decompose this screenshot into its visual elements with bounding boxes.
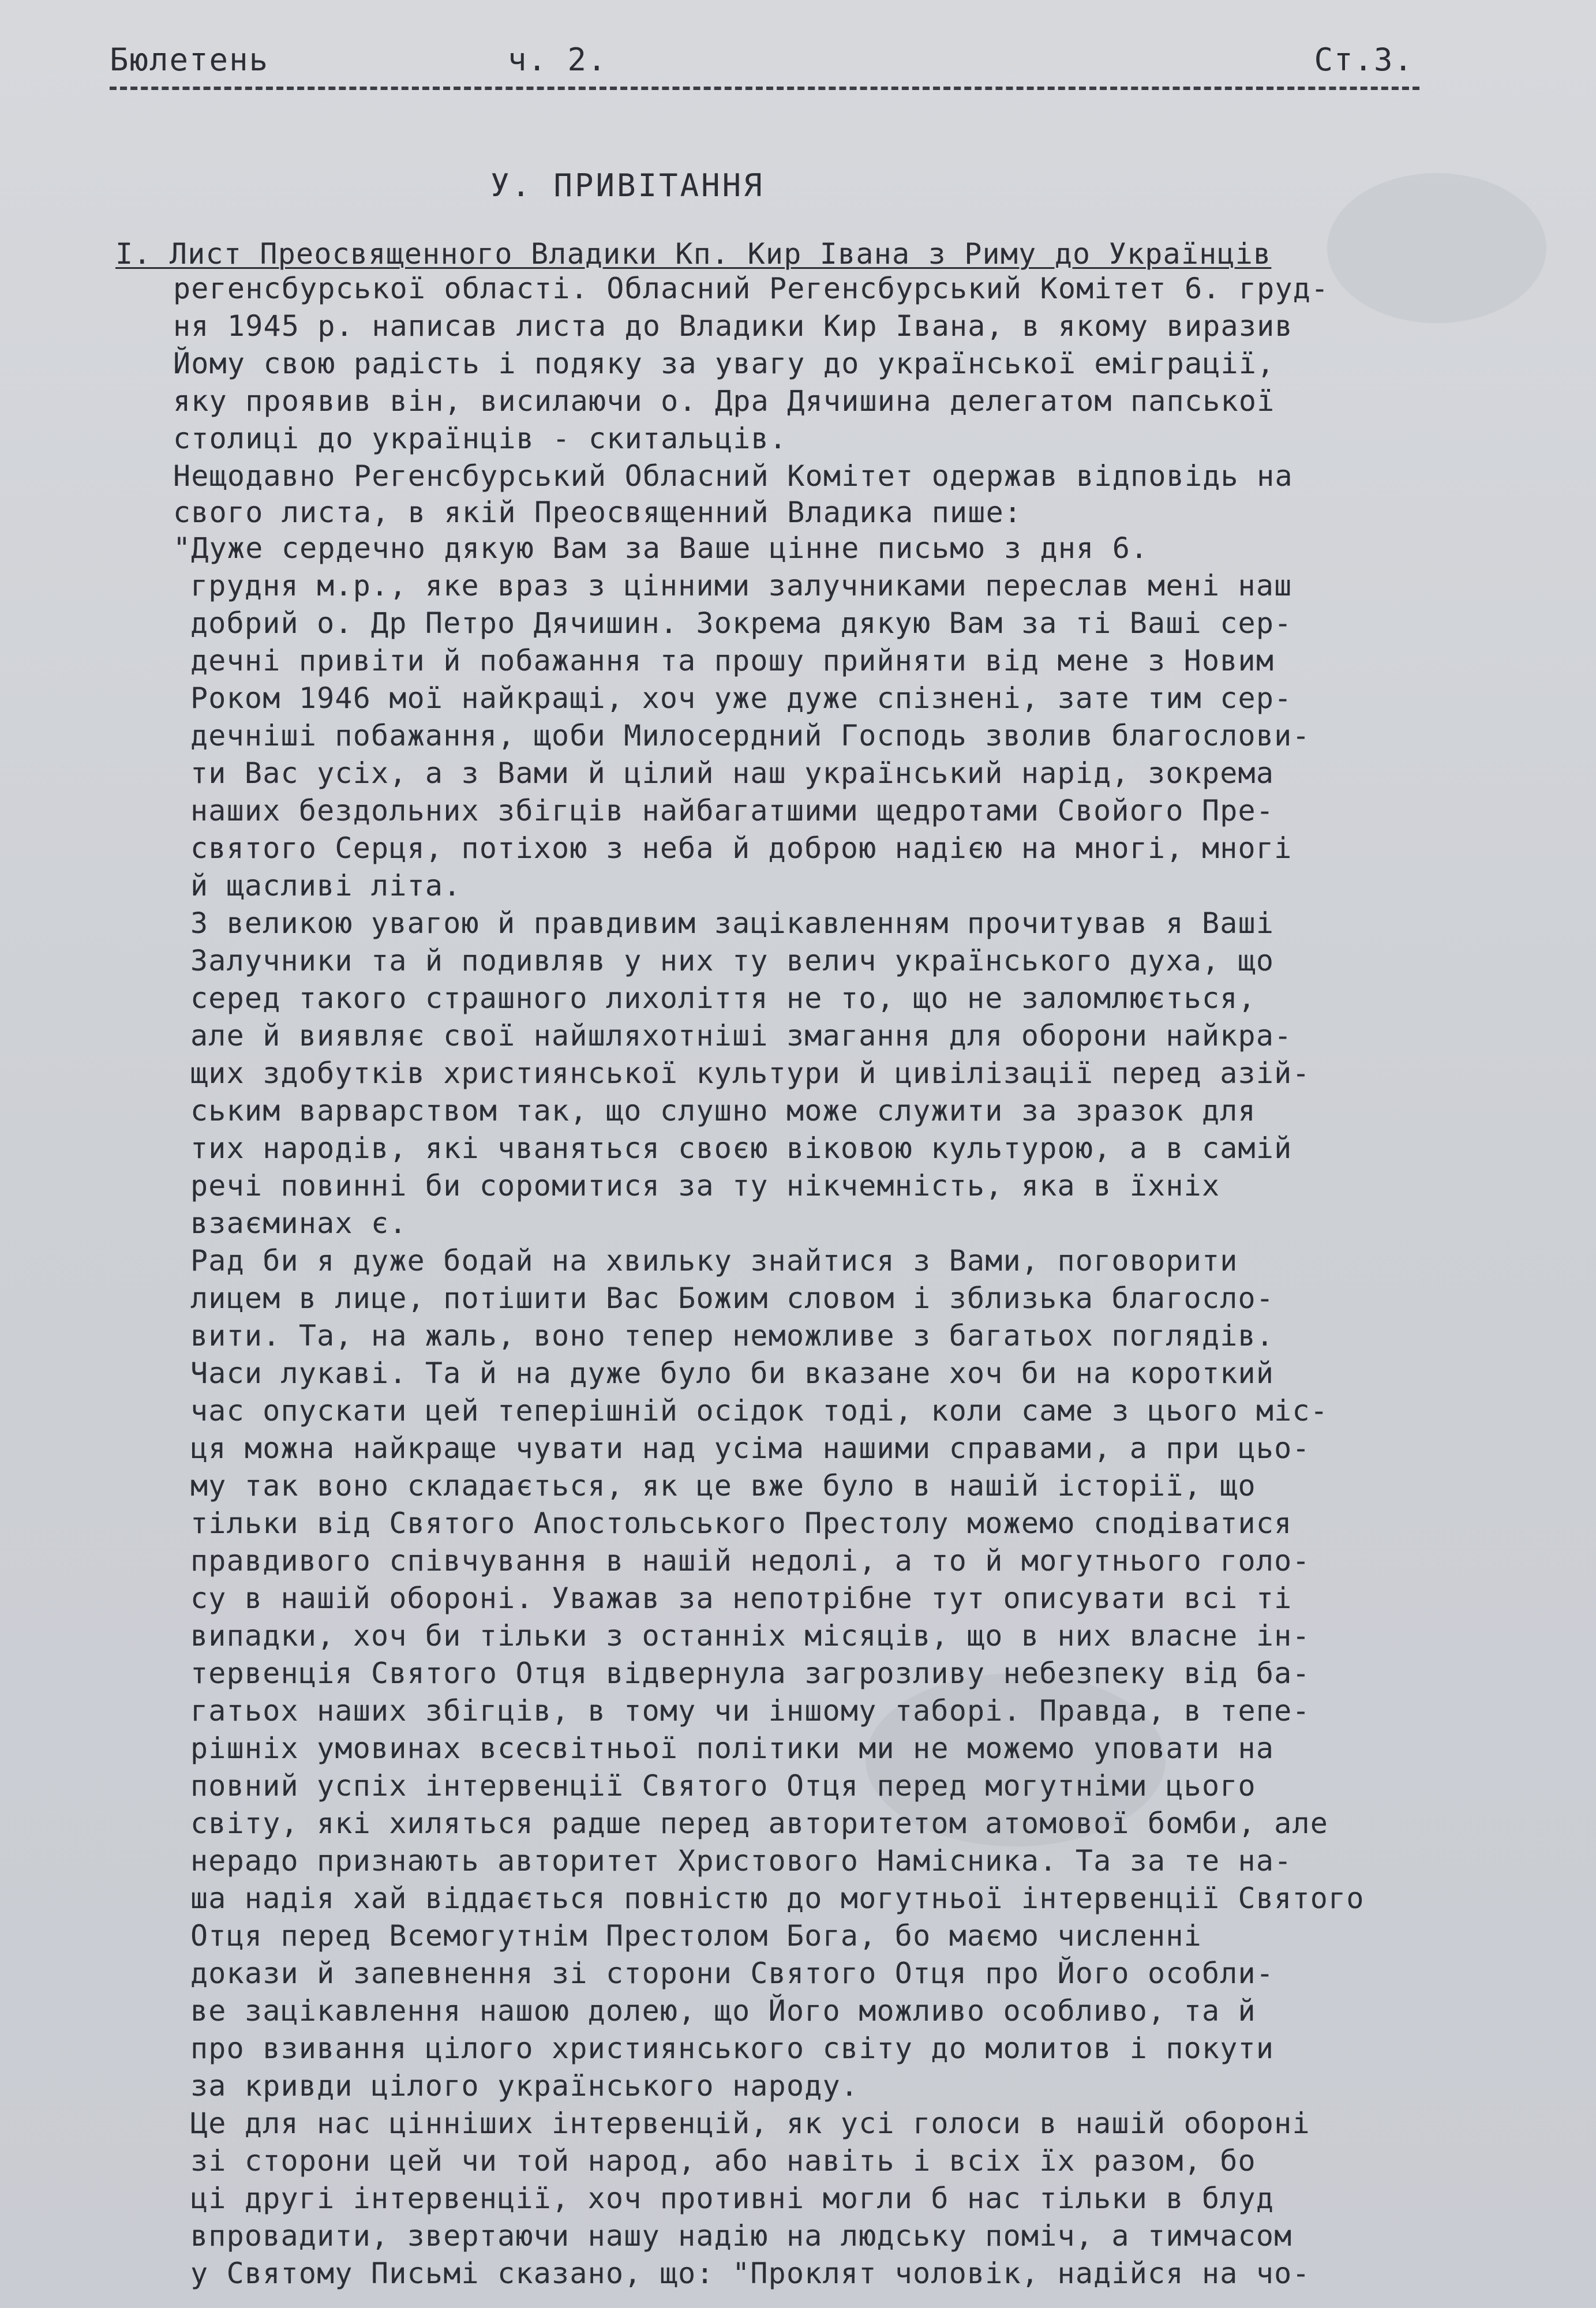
text-line: дечніші побажання, щоби Милосердний Господь зволив благослови- (190, 719, 1310, 752)
text-line: святого Серця, потіхою з неба й доброю надією на многі, многі (190, 831, 1292, 865)
text-line: щих здобутків християнської культури й цивілізації перед азій- (190, 1056, 1310, 1090)
text-line: яку проявив він, висилаючи о. Дра Дячишина делегатом папської (173, 384, 1275, 418)
text-line: випадки, хоч би тільки з останніх місяців, що в них власне ін- (190, 1619, 1310, 1653)
text-line: З великою увагою й правдивим зацікавленням прочитував я Ваші (190, 906, 1275, 940)
text-line: вити. Та, на жаль, воно тепер неможливе з багатьох поглядів. (190, 1319, 1275, 1352)
text-line: Залучники та й подивляв у них ту велич українського духа, що (190, 944, 1275, 977)
text-line: су в нашій обороні. Уважав за непотрібне тут описувати всі ті (190, 1582, 1292, 1615)
text-line: світу, які хиляться радше перед авторитетом атомової бомби, але (190, 1807, 1329, 1840)
text-line: свого листа, в якій Преосвященний Владика пише: (173, 496, 1022, 529)
text-line: докази й запевнення зі сторони Святого Отця про Його особли- (190, 1957, 1275, 1990)
text-line: лицем в лице, потішити Вас Божим словом і зблизька благосло- (190, 1282, 1275, 1315)
text-line: взаєминах є. (190, 1207, 407, 1240)
section-title: У. ПРИВІТАННЯ (490, 167, 765, 204)
text-line: Йому свою радість і подяку за увагу до української еміграції, (173, 347, 1275, 380)
text-line: тих народів, які чваняться своєю віковою культурою, а в самій (190, 1131, 1292, 1165)
text-line: але й виявляє свої найшляхотніші змагання для оборони найкра- (190, 1019, 1292, 1052)
text-line: тервенція Святого Отця відвернула загрозливу небезпеку від ба- (190, 1657, 1310, 1690)
text-line: му так воно складається, як це вже було в нашій історії, що (190, 1469, 1256, 1503)
text-line: ця можна найкраще чувати над усіма нашими справами, а при цьо- (190, 1432, 1310, 1465)
text-line: Рад би я дуже бодай на хвильку знайтися з Вами, поговорити (190, 1244, 1238, 1277)
letter-heading: I. Лист Преосвященного Владики Кп. Кир Івана з Риму до Українців (115, 237, 1272, 271)
page-header (110, 42, 1414, 88)
text-line: добрий о. Др Петро Дячишин. Зокрема дякую Вам за ті Ваші сер- (190, 606, 1292, 640)
text-line: ці другі інтервенції, хоч противні могли б нас тільки в блуд (190, 2182, 1275, 2215)
text-line: наших бездольних збігців найбагатшими щедротами Свойого Пре- (190, 794, 1275, 827)
text-line: рішніх умовинах всесвітньої політики ми не можемо уповати на (190, 1732, 1275, 1765)
bulletin-name: Бюлетень (110, 42, 269, 78)
text-line: Часи лукаві. Та й на дуже було би вказане хоч би на короткий (190, 1357, 1275, 1390)
text-line: регенсбурської області. Обласний Регенсбурський Комітет 6. груд- (173, 272, 1329, 305)
text-line: й щасливі літа. (190, 869, 462, 902)
text-line: Роком 1946 мої найкращі, хоч уже дуже спізнені, зате тим сер- (190, 681, 1292, 715)
text-line: ським варварством так, що слушно може служити за зразок для (190, 1094, 1256, 1127)
text-line: Отця перед Всемогутнім Престолом Бога, бо маємо численні (190, 1919, 1202, 1953)
text-line: ша надія хай віддається повністю до могутньої інтервенції Святого (190, 1882, 1365, 1915)
paper-stain (1327, 173, 1546, 323)
text-line: столиці до українців - скитальців. (173, 422, 788, 455)
text-line: Це для нас цінніших інтервенцій, як усі голоси в нашій обороні (190, 2107, 1310, 2140)
text-line: Нещодавно Регенсбурський Обласний Комітет одержав відповідь на (173, 459, 1293, 493)
text-line: зі сторони цей чи той народ, або навіть і всіх їх разом, бо (190, 2144, 1256, 2178)
page-number: Ст.3. (1314, 42, 1414, 78)
text-line: серед такого страшного лихоліття не то, що не заломлюється, (190, 981, 1256, 1015)
issue-number: ч. 2. (508, 42, 608, 78)
text-line: впровадити, звертаючи нашу надію на людську поміч, а тимчасом (190, 2219, 1292, 2253)
text-line: тільки від Святого Апостольського Престолу можемо сподіватися (190, 1507, 1292, 1540)
text-line: про взивання цілого християнського світу до молитов і покути (190, 2032, 1275, 2065)
text-line: правдивого співчування в нашій недолі, а то й могутнього голо- (190, 1544, 1310, 1578)
text-line: ти Вас усіх, а з Вами й цілий наш український нарід, зокрема (190, 756, 1275, 790)
text-line: "Дуже сердечно дякую Вам за Ваше цінне письмо з дня 6. (173, 531, 1149, 565)
text-line: грудня м.р., яке враз з цінними залучниками переслав мені наш (190, 569, 1292, 602)
text-line: час опускати цей теперішній осідок тоді, коли саме з цього міс- (190, 1394, 1329, 1427)
header-rule (110, 87, 1419, 90)
text-line: гатьох наших збігців, в тому чи іншому таборі. Правда, в тепе- (190, 1694, 1310, 1728)
text-line: ня 1945 р. написав листа до Владики Кир Івана, в якому виразив (173, 309, 1293, 343)
text-line: за кривди цілого українського народу. (190, 2069, 859, 2103)
text-line: речі повинні би соромитися за ту нікчемність, яка в їхніх (190, 1169, 1220, 1202)
text-line: у Святому Письмі сказано, що: "Проклят чоловік, надійся на чо- (190, 2257, 1310, 2290)
text-line: ве зацікавлення нашою долею, що Його можливо особливо, та й (190, 1994, 1256, 2028)
text-line: нерадо признають авторитет Христового Намісника. Та за те на- (190, 1844, 1292, 1878)
text-line: дечні привіти й побажання та прошу прийняти від мене з Новим (190, 644, 1275, 677)
text-line: повний успіх інтервенції Святого Отця перед могутніми цього (190, 1769, 1256, 1803)
